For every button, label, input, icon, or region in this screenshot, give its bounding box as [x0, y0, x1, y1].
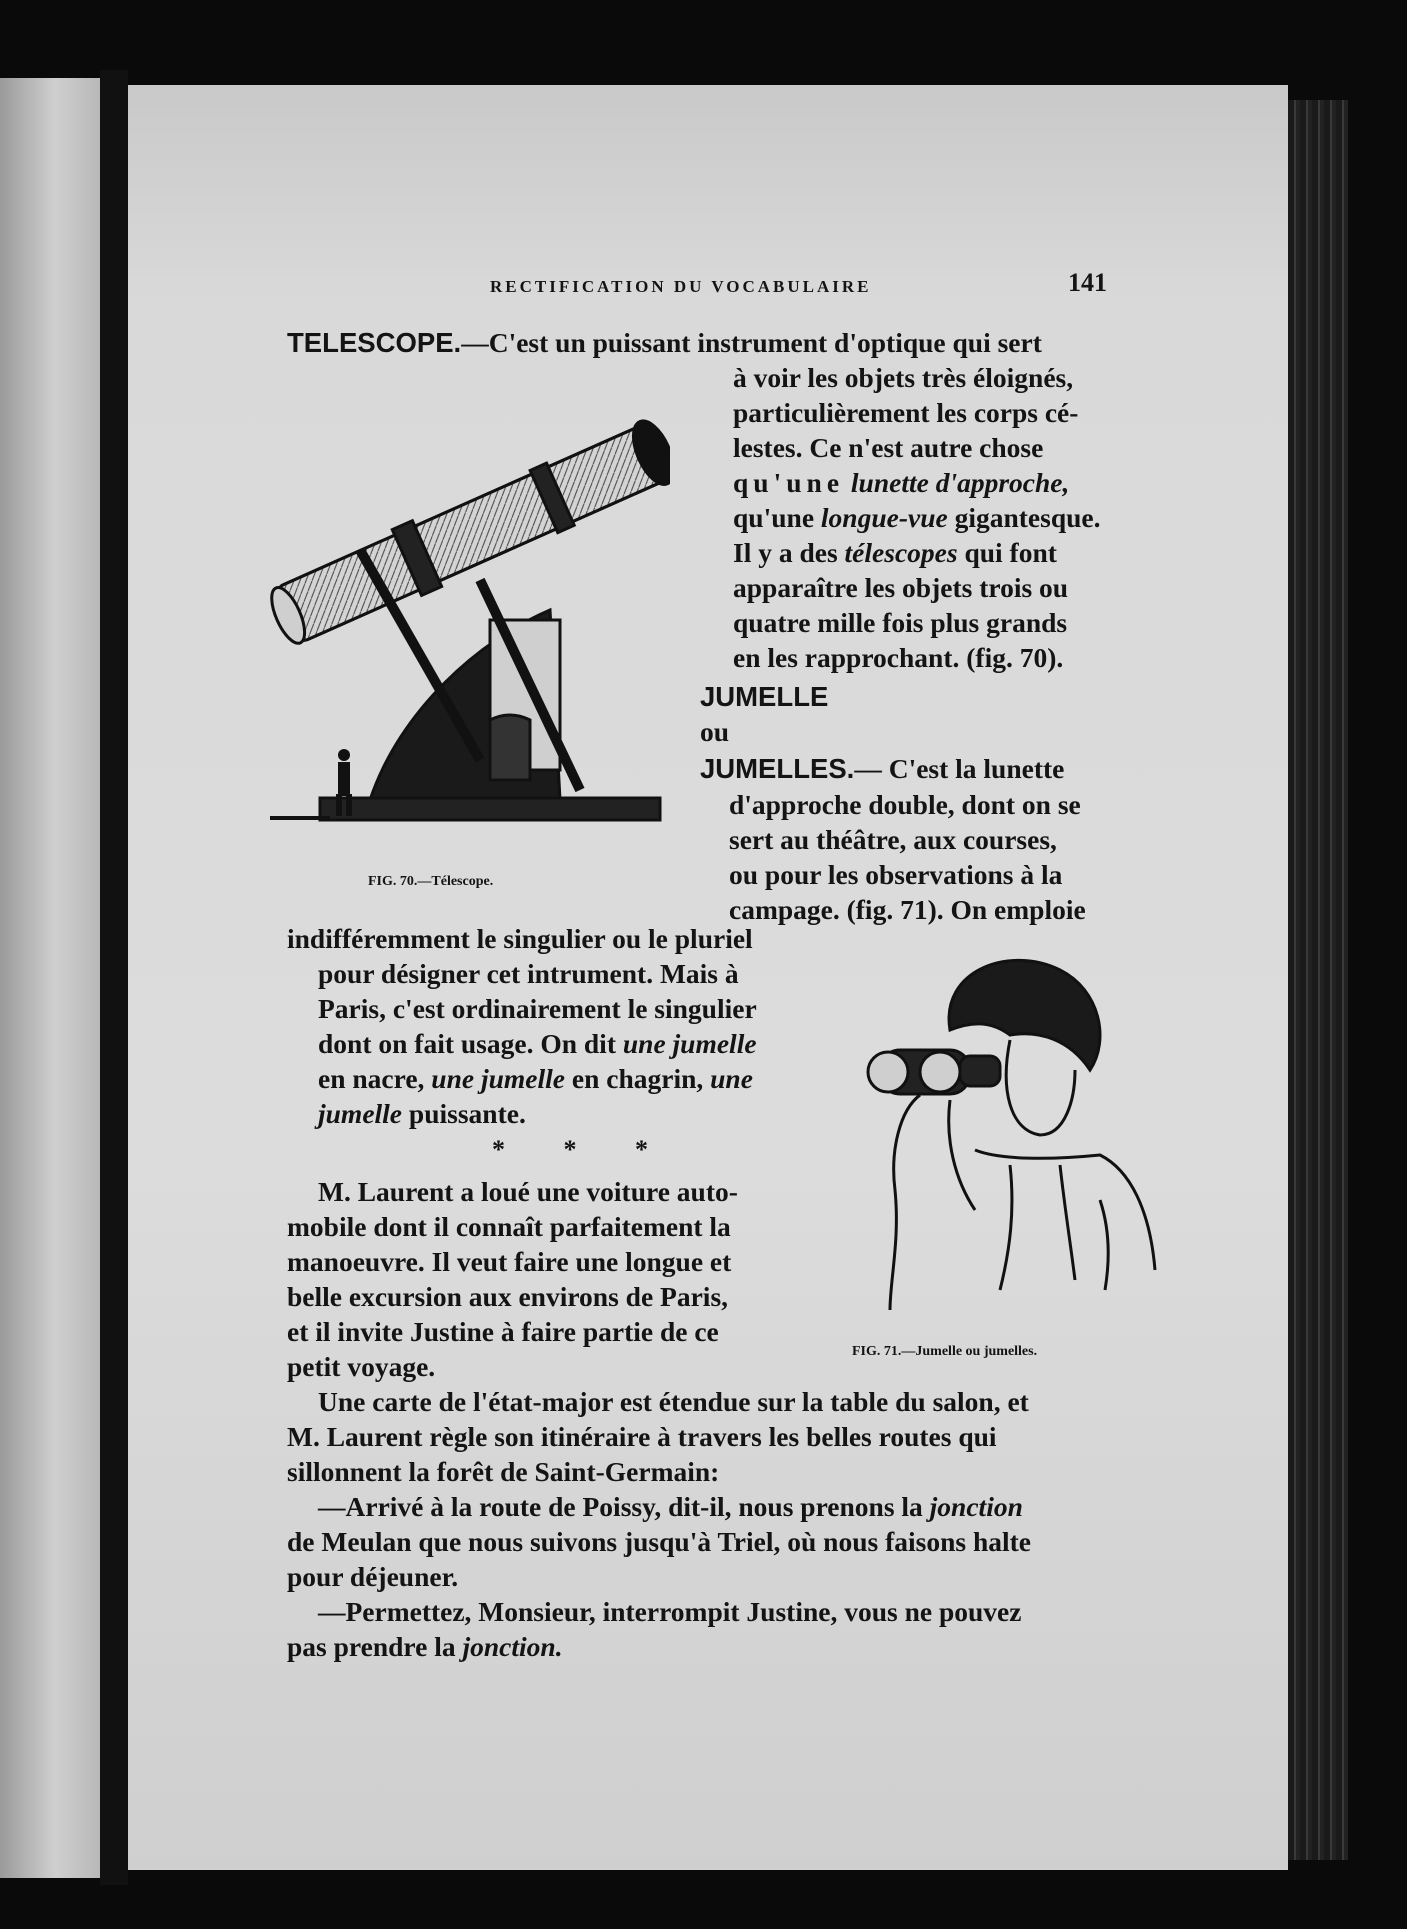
- telescope-line-10: en les rapprochant. (fig. 70).: [733, 642, 1064, 673]
- term-jonction-2: jonction.: [462, 1631, 563, 1662]
- story-line-5: et il invite Justine à faire partie de ce: [287, 1316, 719, 1347]
- telescope-line-3: particulièrement les corps cé-: [733, 397, 1079, 428]
- story-line-3: manoeuvre. Il veut faire une longue et: [287, 1246, 732, 1277]
- jumelle-line-6: indifféremment le singulier ou le pluriel: [287, 923, 753, 954]
- story-line-10: —Arrivé à la route de Poissy, dit-il, nous prenons la jonction: [318, 1491, 1023, 1522]
- telescope-line-2: à voir les objets très éloignés,: [733, 362, 1074, 393]
- telescope-line-8: apparaître les objets trois ou: [733, 572, 1069, 603]
- story-line-13: —Permettez, Monsieur, interrompit Justine, vous ne pouvez: [318, 1596, 1022, 1627]
- term-jumelle: JUMELLE: [700, 681, 829, 712]
- term-jumelles: JUMELLES.: [700, 753, 855, 784]
- telescope-line-6: qu'une longue-vue gigantesque.: [733, 502, 1101, 533]
- term-jonction: jonction: [929, 1491, 1023, 1522]
- jumelle-line-1: JUMELLES.— C'est la lunette: [700, 753, 1065, 784]
- jumelle-line-9: dont on fait usage. On dit une jumelle: [318, 1028, 757, 1059]
- running-header: RECTIFICATION DU VOCABULAIRE: [490, 277, 872, 296]
- telescope-line-5: qu'une lunette d'approche,: [733, 467, 1070, 498]
- page-number: 141: [1068, 268, 1107, 297]
- story-line-12: pour déjeuner.: [287, 1561, 459, 1592]
- story-line-2: mobile dont il connaît parfaitement la: [287, 1211, 731, 1242]
- term-telescope: TELESCOPE.: [287, 327, 462, 358]
- story-line-7: Une carte de l'état-major est étendue sur la table du salon, et: [318, 1386, 1029, 1417]
- jumelle-line-5: campage. (fig. 71). On emploie: [729, 894, 1086, 925]
- binoculars-illustration: [860, 950, 1160, 1320]
- term-lunette-dapproche: lunette d'approche,: [850, 467, 1070, 498]
- story-line-11: de Meulan que nous suivons jusqu'à Triel, où nous faisons halte: [287, 1526, 1031, 1557]
- jumelle-line-2: d'approche double, dont on se: [729, 789, 1081, 820]
- word-ou: ou: [700, 716, 730, 747]
- fig70-caption: FIG. 70.—Télescope.: [368, 874, 494, 889]
- jumelle-line-7: pour désigner cet intrument. Mais à: [318, 958, 739, 989]
- jumelle-line-11: jumelle puissante.: [318, 1098, 526, 1129]
- telescope-line-7: Il y a des télescopes qui font: [733, 537, 1057, 568]
- telescope-illustration: [250, 380, 670, 860]
- story-line-8: M. Laurent règle son itinéraire à travers les belles routes qui: [287, 1421, 997, 1452]
- telescope-line-1: TELESCOPE.—C'est un puissant instrument d'optique qui sert: [287, 327, 1042, 358]
- page-stack-edge: [1288, 100, 1348, 1860]
- story-line-14: pas prendre la jonction.: [287, 1631, 563, 1662]
- story-line-6: petit voyage.: [287, 1351, 436, 1382]
- book-gutter: [100, 70, 128, 1885]
- fig71-caption: FIG. 71.—Jumelle ou jumelles.: [852, 1344, 1038, 1359]
- term-une-jumelle: une jumelle: [622, 1028, 757, 1059]
- left-page-edge: [0, 78, 100, 1878]
- story-line-4: belle excursion aux environs de Paris,: [287, 1281, 729, 1312]
- term-telescopes: télescopes: [844, 537, 958, 568]
- section-separator: * * *: [492, 1135, 674, 1164]
- term-longue-vue: longue-vue: [820, 502, 948, 533]
- jumelle-line-3: sert au théâtre, aux courses,: [729, 824, 1057, 855]
- story-line-9: sillonnent la forêt de Saint-Germain:: [287, 1456, 720, 1487]
- jumelle-line-4: ou pour les observations à la: [729, 859, 1063, 890]
- telescope-line-9: quatre mille fois plus grands: [733, 607, 1068, 638]
- telescope-line-4: lestes. Ce n'est autre chose: [733, 432, 1044, 463]
- jumelle-line-8: Paris, c'est ordinairement le singulier: [318, 993, 757, 1024]
- jumelle-line-10: en nacre, une jumelle en chagrin, une: [318, 1063, 753, 1094]
- story-line-1: M. Laurent a loué une voiture auto-: [318, 1176, 738, 1207]
